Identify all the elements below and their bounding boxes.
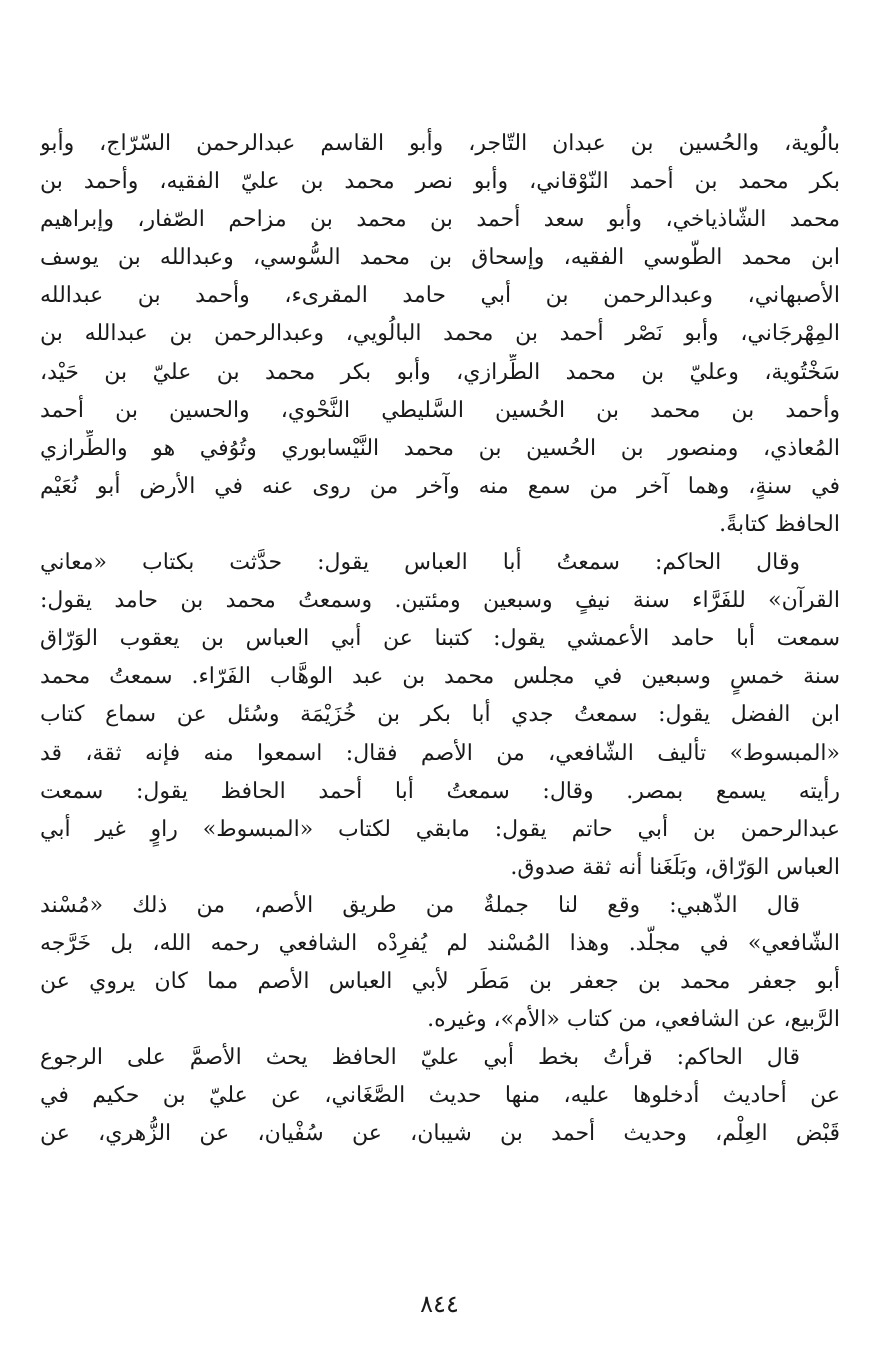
text-line: سَخْتُوية، وعليّ بن محمد الطِّرازي، وأبو بكر محمد بن عليّ بن حَيْد، — [40, 359, 840, 385]
paragraph-end-line: الحافظ كتابةً. — [719, 511, 840, 537]
text-line: بالُوية، والحُسين بن عبدان التّاجر، وأبو القاسم عبدالرحمن السّرّاج، وأبو — [40, 131, 840, 156]
text-line: سنة خمسٍ وسبعين في مجلس محمد بن عبد الوهَّاب الفَرّاء. سمعتُ محمد — [40, 664, 840, 690]
text-line: وأحمد بن محمد بن الحُسين السَّليطي النَّحْوي، والحسين بن أحمد — [40, 397, 840, 423]
text-line: رأيته يسمع بمصر. وقال: سمعتُ أبا أحمد الحافظ يقول: سمعت — [40, 778, 840, 804]
text-line: الشّافعي» في مجلّد. وهذا المُسْند لم يُفرِدْه الشافعي رحمه الله، بل خَرَّجه — [40, 930, 840, 956]
text-line: عبدالرحمن بن أبي حاتم يقول: مابقي لكتاب «المبسوط» راوٍ غير أبي — [40, 816, 840, 842]
text-line: قَبْض العِلْم، وحديث أحمد بن شيبان، عن سُفْيان، عن الزُّهري، عن — [40, 1121, 840, 1147]
text-line: محمد الشّاذياخي، وأبو سعد أحمد بن محمد بن مزاحم الصّفار، وإبراهيم — [40, 207, 840, 233]
paragraph-end-line: الرَّبيع، عن الشافعي، من كتاب «الأم»، وغيره. — [427, 1007, 840, 1033]
paragraph-start-line: قال الذّهبي: وقع لنا جملةٌ من طريق الأصم، من ذلك «مُسْند — [40, 892, 800, 918]
body-text — [40, 125, 840, 1154]
text-line: ابن محمد الطّوسي الفقيه، وإسحاق بن محمد السُّوسي، وعبدالله بن يوسف — [40, 245, 840, 271]
text-line: عن أحاديث أدخلوها عليه، منها حديث الصَّغَاني، عن عليّ بن حكيم في — [40, 1083, 840, 1109]
text-line: «المبسوط» تأليف الشّافعي، من الأصم فقال: اسمعوا منه فإنه ثقة، قد — [40, 740, 840, 766]
text-line: ابن الفضل يقول: سمعتُ جدي أبا بكر بن خُزَيْمَة وسُئل عن سماع كتاب — [40, 702, 840, 728]
paragraph-start-line: وقال الحاكم: سمعتُ أبا العباس يقول: حدَّثت بكتاب «معاني — [40, 550, 800, 576]
page-number: ٨٤٤ — [420, 1290, 459, 1318]
text-line: المِهْرجَاني، وأبو نَصْر أحمد بن محمد البالُويي، وعبدالرحمن بن عبدالله بن — [40, 321, 840, 347]
text-line: في سنةٍ، وهما آخر من سمع منه وآخر من روى عنه في الأرض أبو نُعَيْم — [40, 473, 840, 499]
paragraph-start-line: قال الحاكم: قرأتُ بخط أبي عليّ الحافظ يحث الأصمَّ على الرجوع — [40, 1045, 800, 1071]
text-line: سمعت أبا حامد الأعمشي يقول: كتبنا عن أبي العباس بن يعقوب الوَرّاق — [40, 626, 840, 652]
text-line: الأصبهاني، وعبدالرحمن بن أبي حامد المقرىء، وأحمد بن عبدالله — [40, 283, 840, 309]
text-line: أبو جعفر محمد بن جعفر بن مَطَر لأبي العباس الأصم مما كان يروي عن — [40, 969, 840, 995]
text-line: بكر محمد بن أحمد النّوْقاني، وأبو نصر محمد بن عليّ الفقيه، وأحمد بن — [40, 169, 840, 195]
paragraph-end-line: العباس الوَرّاق، وبَلَغَنا أنه ثقة صدوق. — [510, 854, 840, 880]
text-line: المُعاذي، ومنصور بن الحُسين بن محمد النَّيْسابوري وتُوُفي هو والطِّرازي — [40, 435, 840, 461]
text-line: القرآن» للفَرَّاء سنة نيفٍ وسبعين ومئتين. وسمعتُ محمد بن حامد يقول: — [40, 588, 840, 614]
